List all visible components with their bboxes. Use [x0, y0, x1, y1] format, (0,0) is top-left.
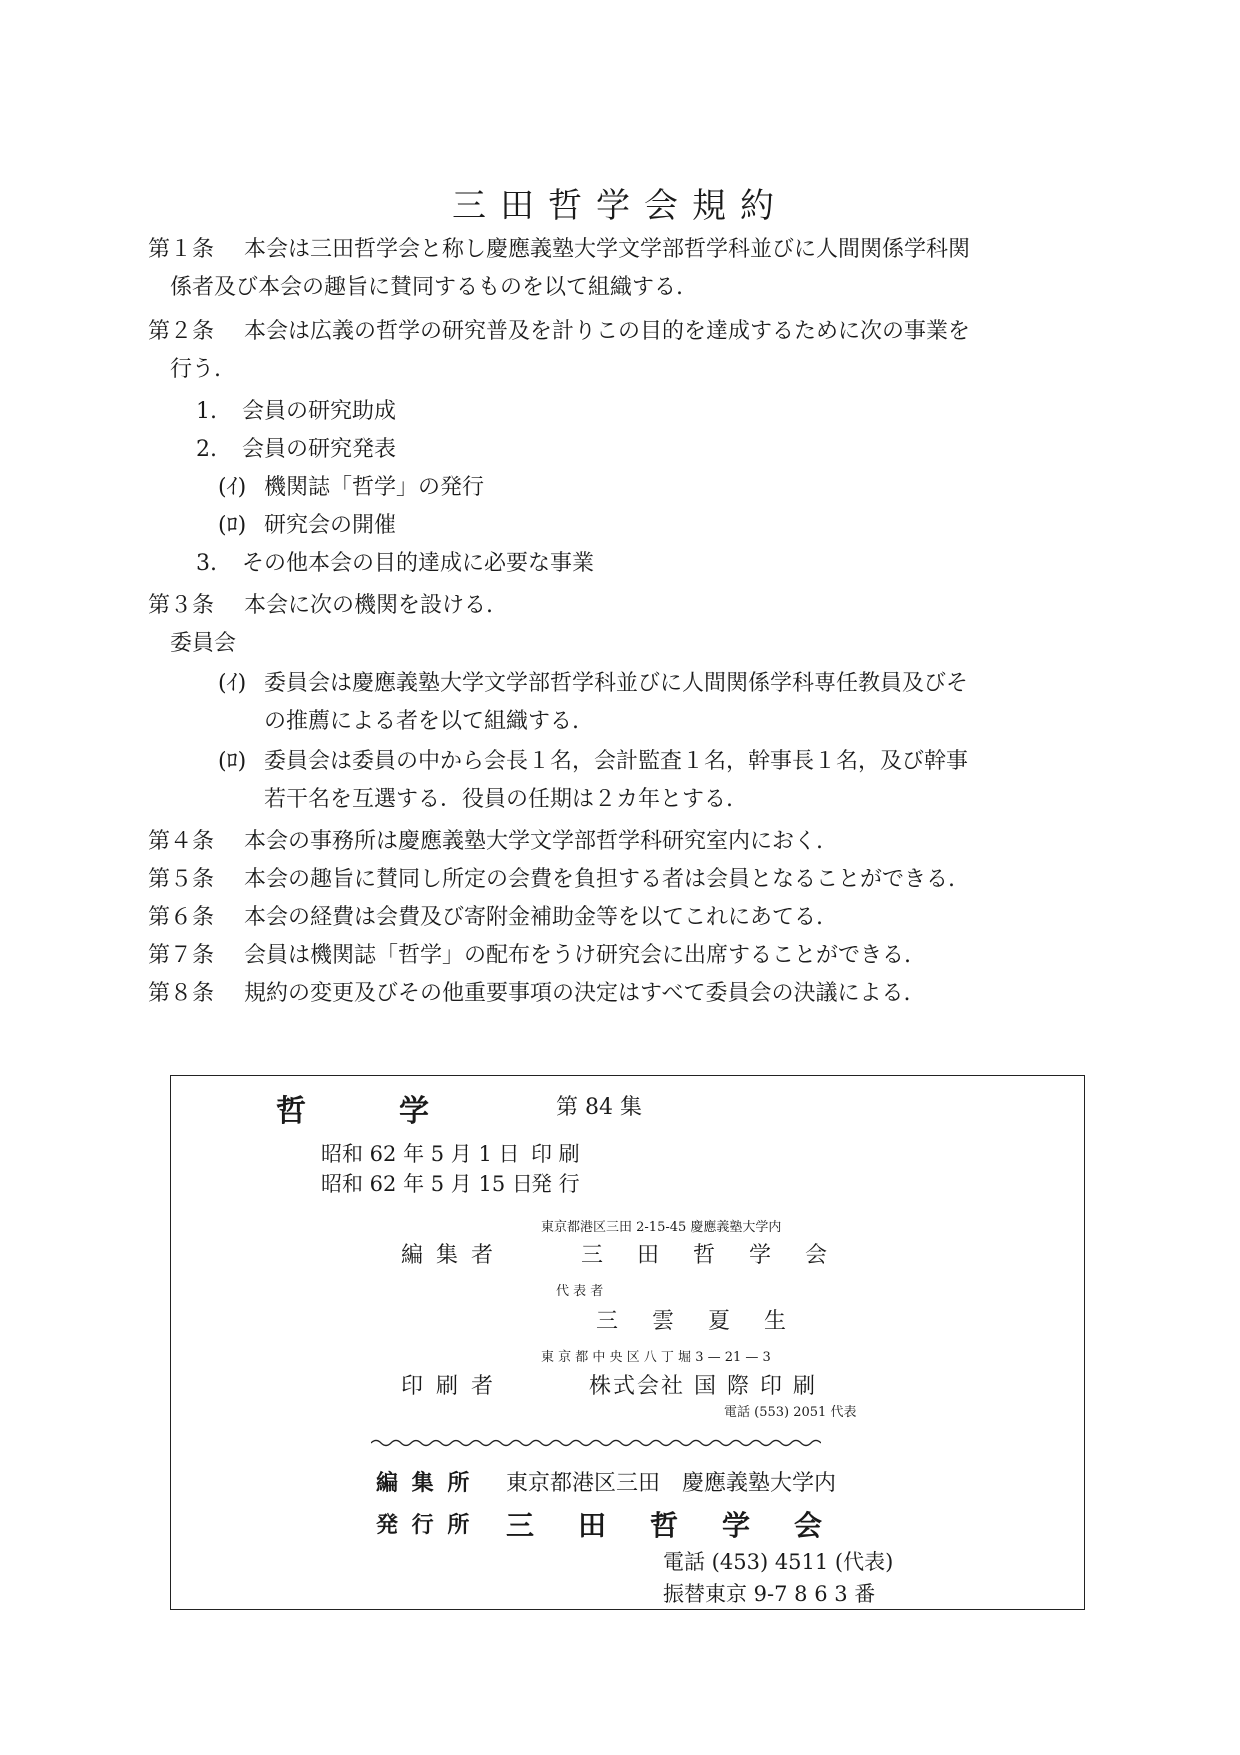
editor-label: 編 集 者 — [401, 1243, 496, 1268]
print-date: 昭和 62 年 5 月 1 日 — [321, 1142, 520, 1166]
printer-phone: 電話 (553) 2051 代表 — [724, 1405, 857, 1420]
publisher-phone: 電話 (453) 4511 (代表) — [663, 1550, 894, 1574]
printer-name: 株式会社 国 際 印 刷 — [589, 1374, 817, 1399]
committee-ro-line1: (ﾛ) 委員会は委員の中から会長１名，会計監査１名，幹事長１名，及び幹事 — [218, 749, 969, 774]
wavy-divider — [371, 1438, 821, 1448]
publisher-name: 三 田 哲 学 会 — [506, 1509, 831, 1542]
list-item: (ｲ) 機関誌「哲学」の発行 — [218, 475, 485, 500]
article-3-label: 第３条 — [148, 593, 215, 618]
list-item: 3. その他本会の目的達成に必要な事業 — [196, 551, 595, 576]
printer-label: 印 刷 者 — [401, 1374, 496, 1399]
committee-i-line1: (ｲ) 委員会は慶應義塾大学文学部哲学科並びに人間関係学科専任教員及びそ — [218, 671, 969, 696]
editorial-office-value: 東京都港区三田 慶應義塾大学内 — [506, 1471, 837, 1496]
article-1-label: 第１条 — [148, 237, 215, 262]
printer-address: 東 京 都 中 央 区 八 丁 堀 3 — 21 — 3 — [541, 1350, 771, 1365]
article-2-line2: 行う. — [170, 357, 221, 382]
list-item: 2. 会員の研究発表 — [196, 437, 397, 462]
publish-label: 発 行 — [531, 1172, 580, 1196]
volume-number: 第 84 集 — [556, 1095, 642, 1120]
article-3: 第３条 本会に次の機関を設ける. — [148, 593, 493, 618]
article-5: 第５条 本会の趣旨に賛同し所定の会費を負担する者は会員となることができる. — [148, 867, 955, 892]
list-item: (ﾛ) 研究会の開催 — [218, 513, 397, 538]
representative-label: 代 表 者 — [556, 1284, 604, 1299]
journal-name-b: 学 — [399, 1094, 429, 1129]
publisher-label: 発 行 所 — [376, 1512, 473, 1538]
article-2-line1: 第２条 本会は広義の哲学の研究普及を計りこの目的を達成するために次の事業を — [148, 319, 971, 344]
editorial-office-label: 編 集 所 — [376, 1470, 473, 1496]
editor-address: 東京都港区三田 2-15-45 慶應義塾大学内 — [541, 1220, 782, 1235]
representative-name: 三 雲 夏 生 — [596, 1309, 793, 1334]
list-item: 1. 会員の研究助成 — [196, 399, 397, 424]
committee-ro-line2: 若干名を互選する．役員の任期は２カ年とする. — [264, 787, 733, 812]
article-8: 第８条 規約の変更及びその他重要事項の決定はすべて委員会の決議による. — [148, 981, 911, 1006]
page-title: 三田哲学会規約 — [452, 186, 788, 226]
article-1-line1: 第１条 本会は三田哲学会と称し慶應義塾大学文学部哲学科並びに人間関係学科関 — [148, 237, 971, 262]
colophon-box — [170, 1075, 1085, 1610]
article-1-line2: 係者及び本会の趣旨に賛同するものを以て組織する. — [170, 275, 683, 300]
publish-date: 昭和 62 年 5 月 15 日 — [321, 1172, 533, 1196]
article-7: 第７条 会員は機関誌「哲学」の配布をうけ研究会に出席することができる. — [148, 943, 911, 968]
editor-name: 三 田 哲 学 会 — [581, 1243, 834, 1268]
print-label: 印 刷 — [531, 1142, 580, 1166]
journal-name-a: 哲 — [276, 1094, 306, 1129]
article-4: 第４条 本会の事務所は慶應義塾大学文学部哲学科研究室内におく. — [148, 829, 823, 854]
committee-heading: 委員会 — [170, 631, 237, 656]
article-2-label: 第２条 — [148, 319, 215, 344]
article-6: 第６条 本会の経費は会費及び寄附金補助金等を以てこれにあてる. — [148, 905, 823, 930]
postal-transfer: 振替東京 9-7 8 6 3 番 — [663, 1582, 876, 1606]
committee-i-line2: の推薦による者を以て組織する. — [264, 709, 579, 734]
